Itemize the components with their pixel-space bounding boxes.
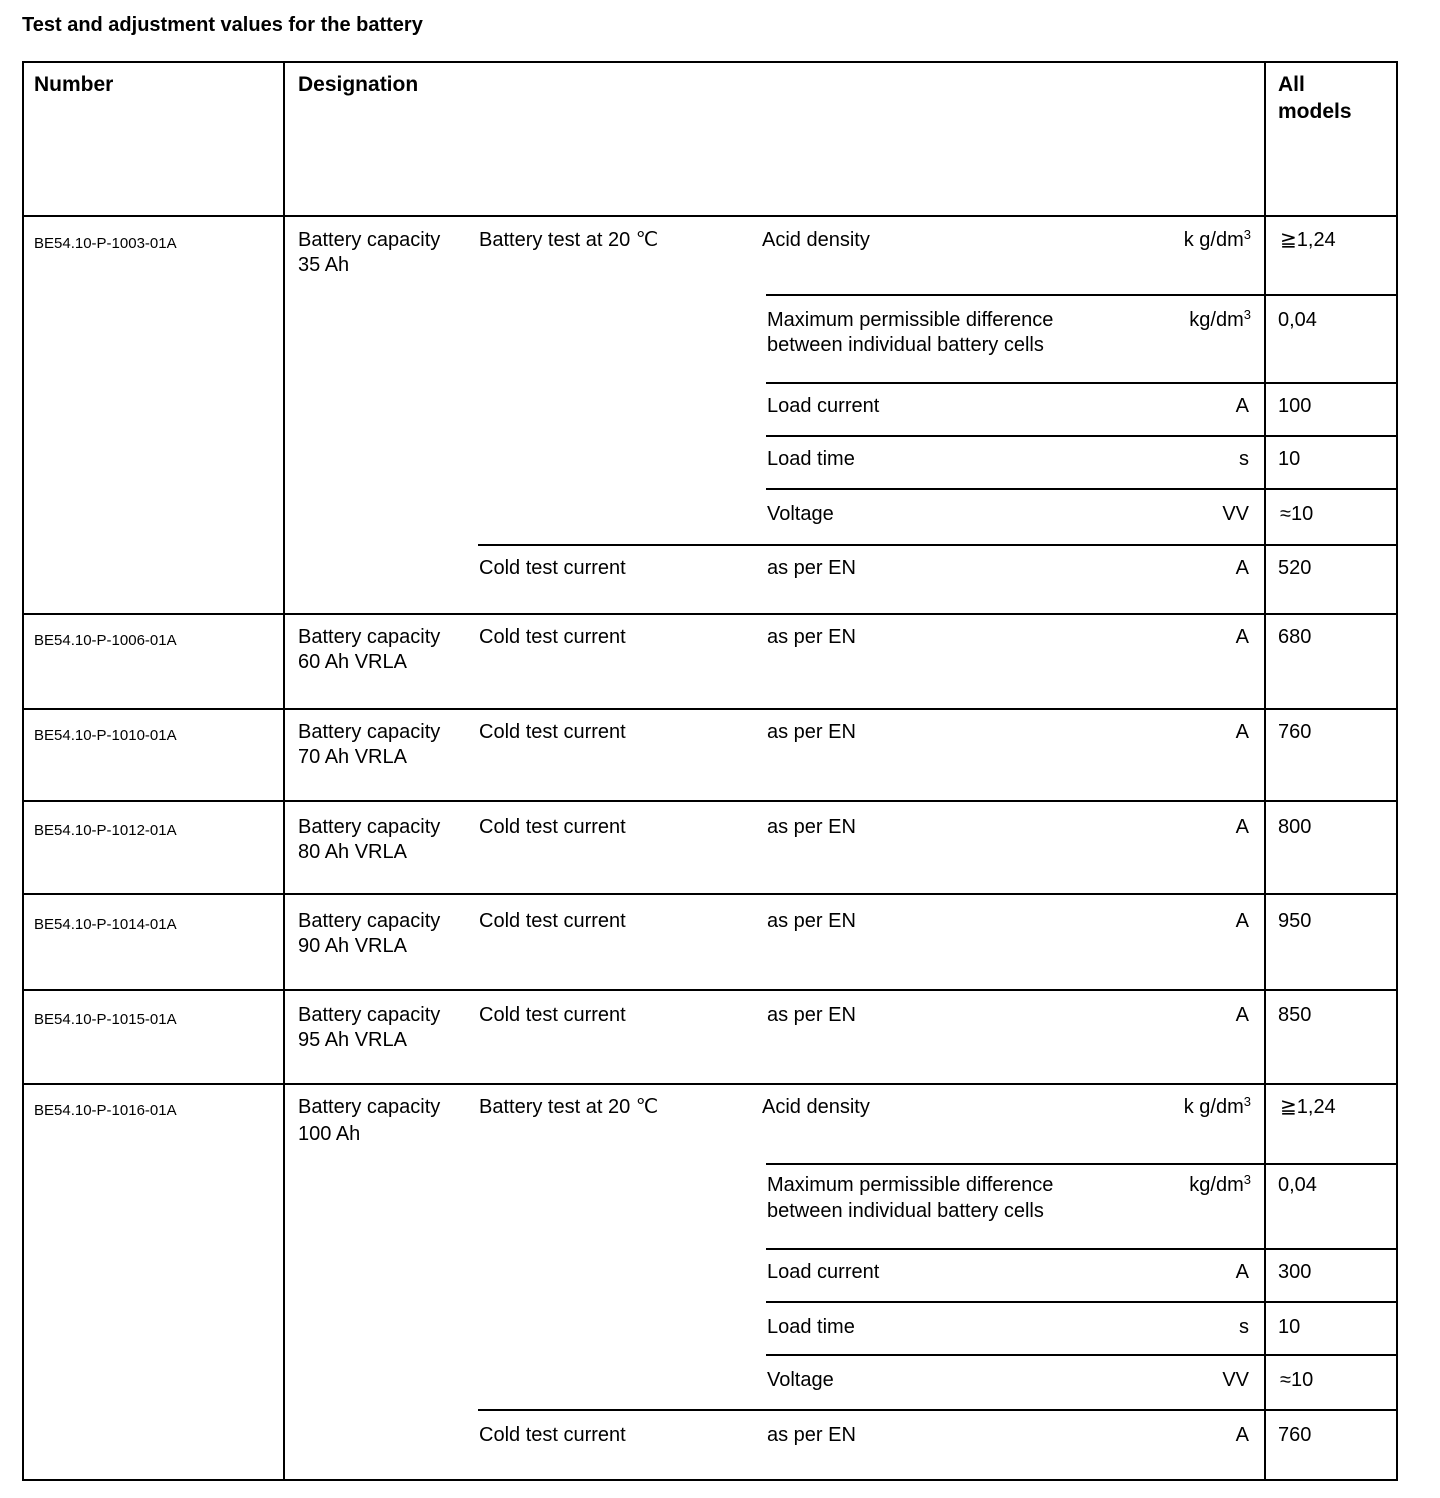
test-label: Battery test at 20 ℃ bbox=[479, 229, 659, 251]
designation-line2: 100 Ah bbox=[298, 1123, 361, 1145]
designation-line1: Battery capacity bbox=[298, 626, 441, 648]
cold-test-unit: A bbox=[1235, 1004, 1249, 1026]
unit-voltage: VV bbox=[1222, 503, 1249, 525]
row-divider bbox=[23, 215, 1397, 217]
cold-test-label: Cold test current bbox=[479, 1424, 626, 1446]
param-voltage: Voltage bbox=[767, 503, 834, 525]
sub-row-divider bbox=[766, 294, 1397, 296]
designation-line2: 90 Ah VRLA bbox=[298, 935, 407, 957]
cold-test-label: Cold test current bbox=[479, 816, 626, 838]
test-label: Battery test at 20 ℃ bbox=[479, 1096, 659, 1118]
cold-test-param: as per EN bbox=[767, 910, 856, 932]
designation-line1: Battery capacity bbox=[298, 910, 441, 932]
cold-test-label: Cold test current bbox=[479, 1004, 626, 1026]
sub-row-divider bbox=[478, 1409, 1397, 1411]
param-max-difference-line1: Maximum permissible difference bbox=[767, 309, 1054, 331]
sub-row-divider bbox=[766, 1163, 1397, 1165]
value-acid-density: ≧1,24 bbox=[1280, 229, 1336, 251]
row-divider bbox=[23, 708, 1397, 710]
value-load-time: 10 bbox=[1278, 448, 1301, 470]
sub-row-divider bbox=[766, 1354, 1397, 1356]
cold-test-param: as per EN bbox=[767, 721, 856, 743]
sub-row-divider bbox=[766, 1248, 1397, 1250]
cold-test-param: as per EN bbox=[767, 557, 856, 579]
cold-test-param: as per EN bbox=[767, 1004, 856, 1026]
cold-test-unit: A bbox=[1235, 557, 1249, 579]
designation-line1: Battery capacity bbox=[298, 816, 441, 838]
cold-test-unit: A bbox=[1235, 721, 1249, 743]
value-load-current: 100 bbox=[1278, 395, 1312, 417]
unit-load-time: s bbox=[1239, 1316, 1249, 1338]
param-max-difference-line2: between individual battery cells bbox=[767, 334, 1044, 356]
cold-test-label: Cold test current bbox=[479, 910, 626, 932]
unit-acid-density: k $g/dm^3$ bbox=[1183, 227, 1251, 251]
column-divider bbox=[1264, 62, 1266, 1480]
param-acid-density: Acid density bbox=[762, 1096, 870, 1118]
row-divider bbox=[23, 989, 1397, 991]
group-number: BE54.10-P-1016-01A bbox=[34, 1102, 177, 1119]
param-voltage: Voltage bbox=[767, 1369, 834, 1391]
cold-test-unit: A bbox=[1235, 910, 1249, 932]
value-max-difference: 0,04 bbox=[1278, 1174, 1317, 1196]
column-divider bbox=[283, 62, 285, 1480]
cold-test-value: 800 bbox=[1278, 816, 1312, 838]
value-voltage: ≈10 bbox=[1280, 1369, 1314, 1391]
cold-test-value: 680 bbox=[1278, 626, 1312, 648]
document-title: Test and adjustment values for the battery bbox=[22, 14, 423, 36]
unit-load-time: s bbox=[1239, 448, 1249, 470]
designation-line2: 35 Ah bbox=[298, 254, 350, 276]
cold-test-value: 760 bbox=[1278, 721, 1312, 743]
sub-row-divider bbox=[766, 382, 1397, 384]
value-acid-density: ≧1,24 bbox=[1280, 1096, 1336, 1118]
designation-line1: Battery capacity bbox=[298, 1004, 441, 1026]
group-number: BE54.10-P-1006-01A bbox=[34, 632, 177, 649]
value-load-current: 300 bbox=[1278, 1261, 1312, 1283]
header-models-line1: All bbox=[1278, 73, 1305, 96]
group-number: BE54.10-P-1015-01A bbox=[34, 1011, 177, 1028]
unit-load-current: A bbox=[1235, 1261, 1249, 1283]
designation-line1: Battery capacity bbox=[298, 229, 441, 251]
unit-load-current: A bbox=[1235, 395, 1249, 417]
header-models-line2: models bbox=[1278, 100, 1352, 123]
designation-line1: Battery capacity bbox=[298, 721, 441, 743]
group-number: BE54.10-P-1003-01A bbox=[34, 235, 177, 252]
param-max-difference-line2: between individual battery cells bbox=[767, 1200, 1044, 1222]
designation-line2: 80 Ah VRLA bbox=[298, 841, 407, 863]
cold-test-label: Cold test current bbox=[479, 626, 626, 648]
cold-test-param: as per EN bbox=[767, 1424, 856, 1446]
designation-line2: 70 Ah VRLA bbox=[298, 746, 407, 768]
cold-test-unit: A bbox=[1235, 626, 1249, 648]
cold-test-param: as per EN bbox=[767, 626, 856, 648]
cold-test-param: as per EN bbox=[767, 816, 856, 838]
designation-line2: 60 Ah VRLA bbox=[298, 651, 407, 673]
sub-row-divider bbox=[766, 1301, 1397, 1303]
value-load-time: 10 bbox=[1278, 1316, 1301, 1338]
cold-test-value: 850 bbox=[1278, 1004, 1312, 1026]
unit-acid-density: k $g/dm^3$ bbox=[1183, 1094, 1251, 1118]
designation-line1: Battery capacity bbox=[298, 1096, 441, 1118]
param-load-time: Load time bbox=[767, 448, 855, 470]
param-acid-density: Acid density bbox=[762, 229, 870, 251]
cold-test-value: 520 bbox=[1278, 557, 1312, 579]
cold-test-value: 950 bbox=[1278, 910, 1312, 932]
row-divider bbox=[23, 1083, 1397, 1085]
sub-row-divider bbox=[766, 488, 1397, 490]
header-designation: Designation bbox=[298, 73, 419, 96]
sub-row-divider bbox=[766, 435, 1397, 437]
cold-test-unit: A bbox=[1235, 816, 1249, 838]
group-number: BE54.10-P-1014-01A bbox=[34, 916, 177, 933]
cold-test-label: Cold test current bbox=[479, 557, 626, 579]
unit-voltage: VV bbox=[1222, 1369, 1249, 1391]
unit-max-difference: $kg/dm^3$ bbox=[1189, 307, 1251, 331]
designation-line2: 95 Ah VRLA bbox=[298, 1029, 407, 1051]
cold-test-value: 760 bbox=[1278, 1424, 1312, 1446]
row-divider bbox=[23, 800, 1397, 802]
param-max-difference-line1: Maximum permissible difference bbox=[767, 1174, 1054, 1196]
row-divider bbox=[23, 613, 1397, 615]
param-load-time: Load time bbox=[767, 1316, 855, 1338]
header-number: Number bbox=[34, 73, 114, 96]
param-load-current: Load current bbox=[767, 395, 880, 417]
sub-row-divider bbox=[478, 544, 1397, 546]
group-number: BE54.10-P-1010-01A bbox=[34, 727, 177, 744]
unit-max-difference: $kg/dm^3$ bbox=[1189, 1172, 1251, 1196]
cold-test-label: Cold test current bbox=[479, 721, 626, 743]
cold-test-unit: A bbox=[1235, 1424, 1249, 1446]
value-voltage: ≈10 bbox=[1280, 503, 1314, 525]
value-max-difference: 0,04 bbox=[1278, 309, 1317, 331]
param-load-current: Load current bbox=[767, 1261, 880, 1283]
group-number: BE54.10-P-1012-01A bbox=[34, 822, 177, 839]
row-divider bbox=[23, 893, 1397, 895]
